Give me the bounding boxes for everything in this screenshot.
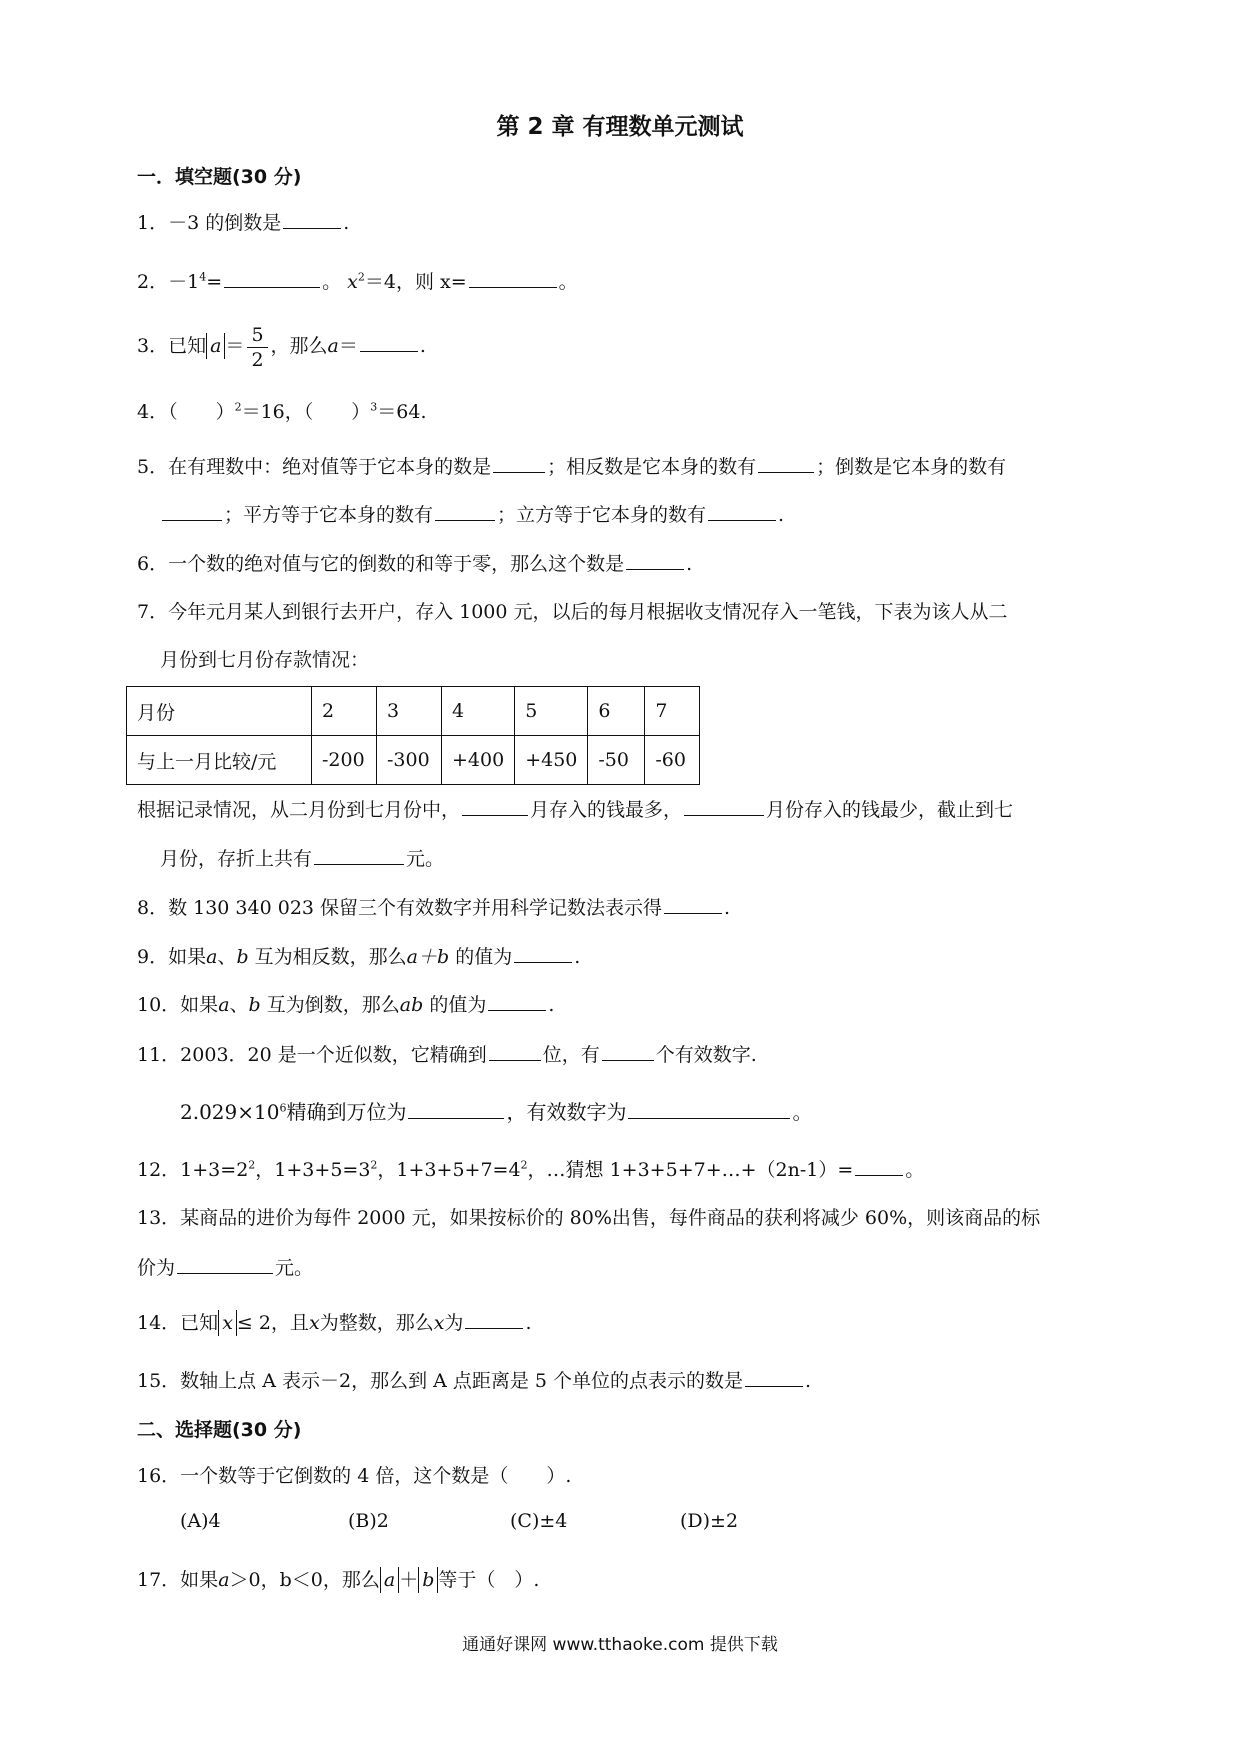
question-9: 9．如果a、b 互为相反数，那么a＋b 的值为 . — [137, 942, 580, 971]
answer-blank[interactable] — [855, 1155, 903, 1176]
answer-blank[interactable] — [283, 208, 341, 229]
absolute-value: a — [206, 333, 225, 359]
table-cell: 5 — [515, 687, 588, 736]
question-7-follow-line-2: 月份，存折上共有 元。 — [160, 844, 444, 873]
table-row — [127, 736, 700, 785]
question-11-line-1: 11．2003．20 是一个近似数，它精确到 位，有 个有效数字. — [137, 1040, 757, 1069]
question-15: 15．数轴上点 A 表示－2，那么到 A 点距离是 5 个单位的点表示的数是 . — [137, 1366, 811, 1395]
answer-blank[interactable] — [314, 844, 404, 865]
answer-blank[interactable] — [602, 1040, 654, 1061]
table-cell: +450 — [515, 736, 588, 785]
fraction: $\frac{5}{2}$ — [247, 323, 267, 372]
page-title: 第 2 章 有理数单元测试 — [496, 114, 744, 140]
question-6: 6．一个数的绝对值与它的倒数的和等于零，那么这个数是 . — [137, 549, 692, 578]
question-5-line-2: ；平方等于它本身的数有 ；立方等于它本身的数有 . — [160, 500, 784, 529]
absolute-value: b — [418, 1567, 438, 1593]
table-cell: -50 — [588, 736, 645, 785]
table-cell: 7 — [645, 687, 700, 736]
table-cell: 4 — [442, 687, 515, 736]
choice-d[interactable]: (D)±2 — [680, 1510, 739, 1532]
choice-b[interactable]: (B)2 — [348, 1510, 389, 1532]
question-10: 10．如果a、b 互为倒数，那么ab 的值为 . — [137, 990, 554, 1019]
section-fill-blank-heading: 一．填空题(30 分) — [137, 166, 302, 188]
table-cell: 3 — [377, 687, 442, 736]
answer-blank[interactable] — [684, 795, 764, 816]
question-11-line-2: $2.029\times 10^6$精确到万位为 ，有效数字为 。 — [180, 1100, 813, 1124]
deposit-table — [126, 686, 700, 785]
question-14: 14．已知 x ≤ 2，且x为整数，那么x为 . — [137, 1308, 531, 1337]
question-1: 1．－3 的倒数是 . — [137, 208, 349, 237]
section-choice-heading: 二、选择题(30 分) — [137, 1419, 302, 1441]
table-row — [127, 687, 700, 736]
question-4: 4．（ ）$^2$＝16，（ ）$^3$＝64. — [137, 400, 427, 423]
answer-blank[interactable] — [493, 452, 545, 473]
answer-blank[interactable] — [462, 795, 528, 816]
question-13-line-1: 13．某商品的进价为每件 2000 元，如果按标价的 80%出售，每件商品的获利将减少 60%，则该商品的标 — [137, 1207, 1041, 1229]
table-cell: 2 — [312, 687, 377, 736]
table-cell: 月份 — [127, 687, 312, 736]
question-7-line-2: 月份到七月份存款情况： — [160, 649, 370, 671]
question-7-follow-line-1: 根据记录情况，从二月份到七月份中， 月存入的钱最多， 月份存入的钱最少，截止到七 — [137, 795, 1013, 824]
answer-blank[interactable] — [628, 1098, 790, 1119]
question-12: 12．$1+3=2^2$，$1+3+5=3^2$，$1+3+5+7=4^2$，…猜想 1+3+5+7+…+（2n-1）= 。 — [137, 1155, 924, 1184]
table-cell: -300 — [377, 736, 442, 785]
absolute-value: a — [380, 1567, 399, 1593]
answer-blank[interactable] — [469, 267, 557, 288]
question-8: 8．数 130 340 023 保留三个有效数字并用科学记数法表示得 . — [137, 893, 730, 922]
answer-blank[interactable] — [489, 1040, 541, 1061]
answer-blank[interactable] — [664, 893, 722, 914]
answer-blank[interactable] — [177, 1253, 273, 1274]
answer-blank[interactable] — [435, 500, 495, 521]
question-5-line-1: 5．在有理数中：绝对值等于它本身的数是 ；相反数是它本身的数有 ；倒数是它本身的数有 — [137, 452, 1006, 481]
choice-c[interactable]: (C)±4 — [510, 1510, 568, 1532]
question-3: 3．已知 a ＝ $\frac{5}{2}$ ，那么a＝ . — [137, 323, 426, 371]
table-cell: 6 — [588, 687, 645, 736]
question-16: 16．一个数等于它倒数的 4 倍，这个数是（ ）. — [137, 1465, 572, 1487]
answer-blank[interactable] — [514, 942, 572, 963]
answer-blank[interactable] — [758, 452, 814, 473]
answer-blank[interactable] — [626, 549, 684, 570]
table-cell: 与上一月比较/元 — [127, 736, 312, 785]
answer-blank[interactable] — [408, 1098, 504, 1119]
answer-blank[interactable] — [162, 500, 222, 521]
answer-blank[interactable] — [360, 331, 418, 352]
table-cell: -200 — [312, 736, 377, 785]
question-17: 17．如果a＞0，b＜0，那么 a ＋ b 等于（ ）. — [137, 1569, 540, 1591]
table-cell: -60 — [645, 736, 700, 785]
answer-blank[interactable] — [224, 267, 320, 288]
page-footer: 通通好课网 www.tthaoke.com 提供下载 — [462, 1635, 778, 1655]
answer-blank[interactable] — [708, 500, 776, 521]
question-13-line-2: 价为 元。 — [137, 1253, 313, 1282]
question-2: 2．$-1^4=$ 。 $x^2=4$，则 x= 。 — [137, 267, 578, 296]
answer-blank[interactable] — [745, 1366, 803, 1387]
absolute-value: x — [218, 1310, 237, 1336]
table-cell: +400 — [442, 736, 515, 785]
answer-blank[interactable] — [488, 990, 546, 1011]
question-7-line-1: 7．今年元月某人到银行去开户，存入 1000 元，以后的每月根据收支情况存入一笔钱，下表为该人从二 — [137, 601, 1008, 623]
choice-a[interactable]: (A)4 — [180, 1510, 221, 1532]
answer-blank[interactable] — [465, 1308, 523, 1329]
